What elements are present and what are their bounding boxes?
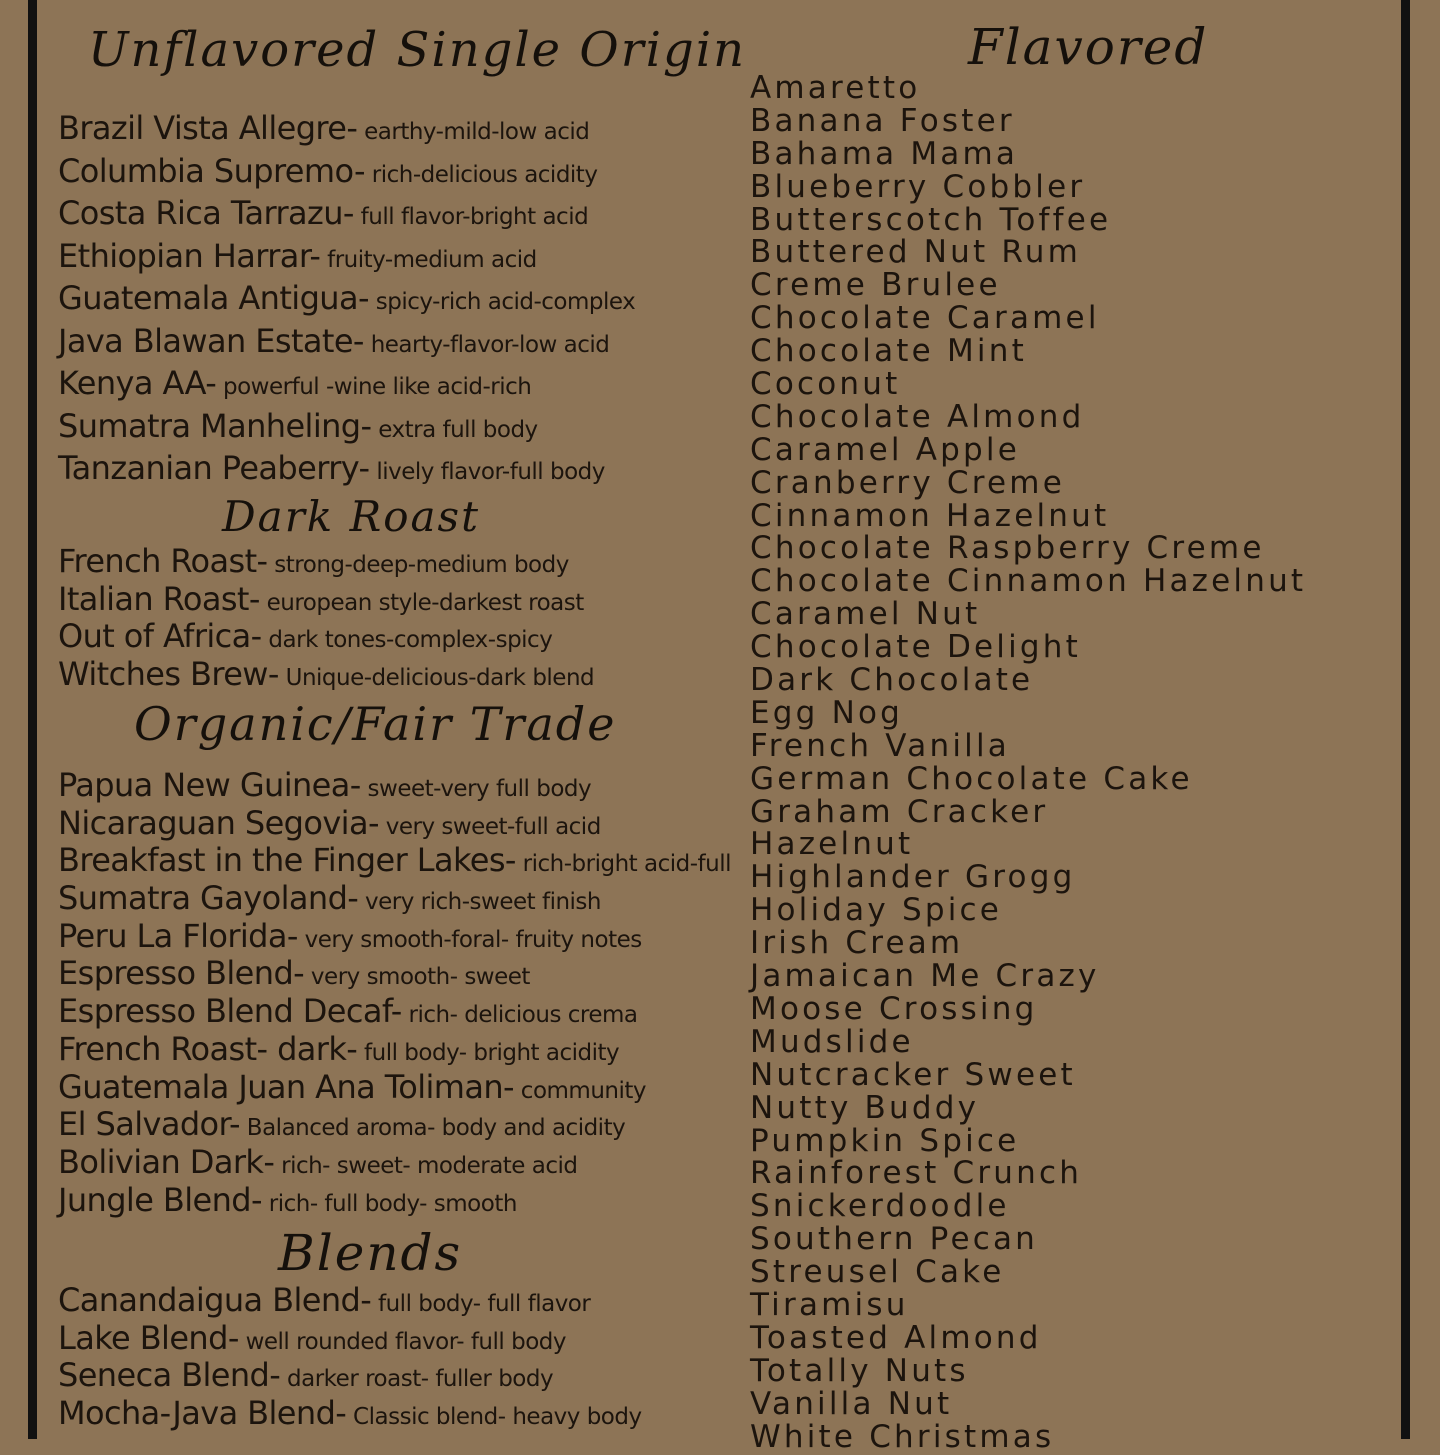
coffee-name: Lake Blend- [58,1318,239,1357]
flavor-item: Pumpkin Spice [750,1122,1020,1159]
flavor-item: Bahama Mama [750,135,1019,172]
coffee-item [58,1142,738,1184]
coffee-description: european style-darkest roast [259,589,584,616]
coffee-item [58,841,738,882]
flavor-item: Irish Cream [750,925,964,962]
flavor-item: Moose Crossing [750,990,1038,1027]
coffee-name: Ethiopian Harrar- [58,236,321,275]
flavor-item: Amaretto [750,70,921,106]
coffee-description: very rich-sweet finish [358,889,601,916]
flavor-item: Jamaican Me Crazy [750,958,1100,995]
right-margin [1410,0,1440,1439]
flavor-item: Rainforest Crunch [750,1155,1083,1192]
coffee-description: strong-deep-medium body [267,552,569,578]
flavor-item: Totally Nuts [750,1352,969,1389]
coffee-name: Italian Roast- [58,579,260,618]
flavor-item: Chocolate Caramel [750,300,1100,337]
blends-list [58,1281,738,1435]
coffee-name: Mocha-Java Blend- [58,1394,347,1433]
coffee-description: very sweet-full acid [378,813,601,840]
coffee-name: Espresso Blend- [58,954,305,993]
coffee-description: dark tones-complex-spicy [261,627,553,653]
coffee-item [58,542,738,583]
coffee-item [58,236,738,283]
coffee-name: Jungle Blend- [58,1180,262,1219]
heading-single-origin: Unflavored Single Origin [88,22,746,78]
coffee-description: full flavor-bright acid [353,204,589,230]
flavor-item: Chocolate Almond [750,398,1085,435]
coffee-name: Breakfast in the Finger Lakes- [58,841,516,880]
coffee-name: Papua New Guinea- [58,766,361,804]
coffee-description: community [514,1077,647,1104]
coffee-item [58,279,738,325]
flavor-item: Chocolate Raspberry Creme [750,530,1265,567]
flavor-item: Vanilla Nut [750,1385,953,1422]
flavor-item: Blueberry Cobbler [750,168,1086,205]
heading-flavored: Flavored [968,18,1209,76]
coffee-name: Out of Africa- [58,617,262,655]
coffee-item [58,194,738,240]
coffee-item [58,151,738,198]
flavor-item: French Vanilla [750,727,1010,764]
coffee-name: Witches Brew- [58,654,279,693]
coffee-description: well rounded flavor- full body [238,1328,566,1355]
coffee-name: Guatemala Juan Ana Toliman- [58,1067,514,1106]
coffee-name: Brazil Vista Allegre- [58,109,358,147]
coffee-item [58,879,738,920]
coffee-description: rich-delicious acidity [365,161,598,188]
flavor-item: Chocolate Cinnamon Hazelnut [750,563,1307,600]
flavor-item: Hazelnut [750,826,914,863]
coffee-description: rich- full body- smooth [261,1190,517,1217]
flavored-list [750,72,1390,1453]
coffee-name: Kenya AA- [58,364,217,402]
dark-roast-list [58,542,738,695]
coffee-description: spicy-rich acid-complex [368,289,636,315]
coffee-description: Classic blend- heavy body [346,1404,642,1431]
flavor-item: Graham Cracker [750,793,1049,830]
coffee-item [58,766,738,807]
flavor-item: Cinnamon Hazelnut [750,497,1110,534]
flavor-item: Egg Nog [750,694,904,731]
left-border-rule [28,0,37,1439]
coffee-description: darker roast- fuller body [280,1366,554,1393]
coffee-item [58,1318,738,1360]
coffee-item [58,1356,738,1397]
heading-blends: Blends [278,1224,463,1282]
flavor-item: Chocolate Mint [750,333,1027,370]
coffee-description: earthy-mild-low acid [357,119,590,145]
flavor-item: Streusel Cake [750,1254,1005,1291]
flavor-item: Toasted Almond [750,1319,1042,1356]
flavor-item: Highlander Grogg [750,859,1076,896]
coffee-description: lively flavor-full body [369,459,605,485]
coffee-name: Java Blawan Estate- [58,321,364,360]
coffee-item [58,1180,738,1222]
organic-fair-trade-list [58,766,738,1221]
coffee-description: very smooth-foral- fruity notes [297,926,642,953]
coffee-description: sweet-very full body [360,776,592,802]
flavor-item: Nutty Buddy [750,1089,980,1126]
coffee-description: Unique-delicious-dark blend [278,664,595,691]
coffee-item [58,1067,738,1109]
coffee-name: Costa Rica Tarrazu- [58,194,354,232]
flavor-item: Dark Chocolate [750,662,1034,699]
flavor-item: Holiday Spice [750,892,1003,929]
coffee-item [58,1029,738,1071]
flavor-item: Mudslide [750,1023,914,1060]
coffee-description: powerful -wine like acid-rich [216,374,532,400]
coffee-item [58,1394,738,1435]
coffee-name: Sumatra Manheling- [58,406,372,445]
coffee-item [58,449,738,495]
right-border-rule [1401,0,1410,1439]
flavor-item: Caramel Apple [750,431,1020,468]
flavor-item: German Chocolate Cake [750,760,1193,797]
flavor-item: Buttered Nut Rum [750,234,1082,271]
coffee-description: full body- bright acidity [357,1039,620,1066]
coffee-name: Guatemala Antigua- [58,279,369,317]
coffee-name: French Roast- dark- [58,1029,358,1068]
coffee-name: El Salvador- [58,1105,240,1144]
coffee-item [58,1281,738,1322]
coffee-name: French Roast- [58,542,268,580]
coffee-description: hearty-flavor-low acid [363,331,610,358]
coffee-description: extra full body [371,416,538,443]
flavor-item: Tiramisu [750,1286,909,1323]
coffee-name: Bolivian Dark- [58,1142,275,1181]
flavor-item: Nutcracker Sweet [750,1056,1076,1093]
flavor-item: Creme Brulee [750,267,1001,304]
coffee-description: rich- delicious crema [401,1002,638,1029]
coffee-description: Balanced aroma- body and acidity [240,1115,626,1142]
coffee-item [58,992,738,1033]
flavor-item: White Christmas [750,1418,1055,1455]
coffee-name: Espresso Blend Decaf- [58,992,402,1031]
coffee-name: Tanzanian Peaberry- [58,449,370,487]
coffee-name: Sumatra Gayoland- [58,879,359,918]
coffee-name: Columbia Supremo- [58,151,365,190]
coffee-name: Nicaraguan Segovia- [58,803,379,842]
coffee-item [58,406,738,453]
coffee-item [58,321,738,368]
heading-dark-roast: Dark Roast [222,492,480,541]
coffee-item [58,954,738,995]
coffee-name: Canandaigua Blend- [58,1281,372,1319]
coffee-description: rich-bright acid-full [515,851,731,878]
coffee-item [58,364,738,410]
coffee-description: rich- sweet- moderate acid [274,1152,578,1179]
coffee-name: Seneca Blend- [58,1356,281,1395]
coffee-item [58,579,738,621]
heading-organic: Organic/Fair Trade [134,697,617,751]
single-origin-list [58,109,738,495]
coffee-item [58,803,738,845]
coffee-item [58,617,738,658]
coffee-description: full body- full flavor [371,1291,591,1317]
coffee-description: very smooth- sweet [304,964,530,991]
flavor-item: Southern Pecan [750,1221,1039,1258]
flavor-item: Cranberry Creme [750,464,1065,501]
coffee-description: fruity-medium acid [320,246,537,273]
flavor-item: Butterscotch Toffee [750,201,1112,238]
flavor-item: Caramel Nut [750,596,981,633]
flavor-item: Coconut [750,366,901,403]
coffee-item [58,1105,738,1146]
coffee-item [58,654,738,696]
coffee-item [58,109,738,155]
flavor-item: Banana Foster [750,102,1015,139]
flavor-item: Chocolate Delight [750,629,1082,666]
coffee-item [58,916,738,958]
coffee-name: Peru La Florida- [58,916,298,955]
flavor-item: Snickerdoodle [750,1188,1010,1225]
